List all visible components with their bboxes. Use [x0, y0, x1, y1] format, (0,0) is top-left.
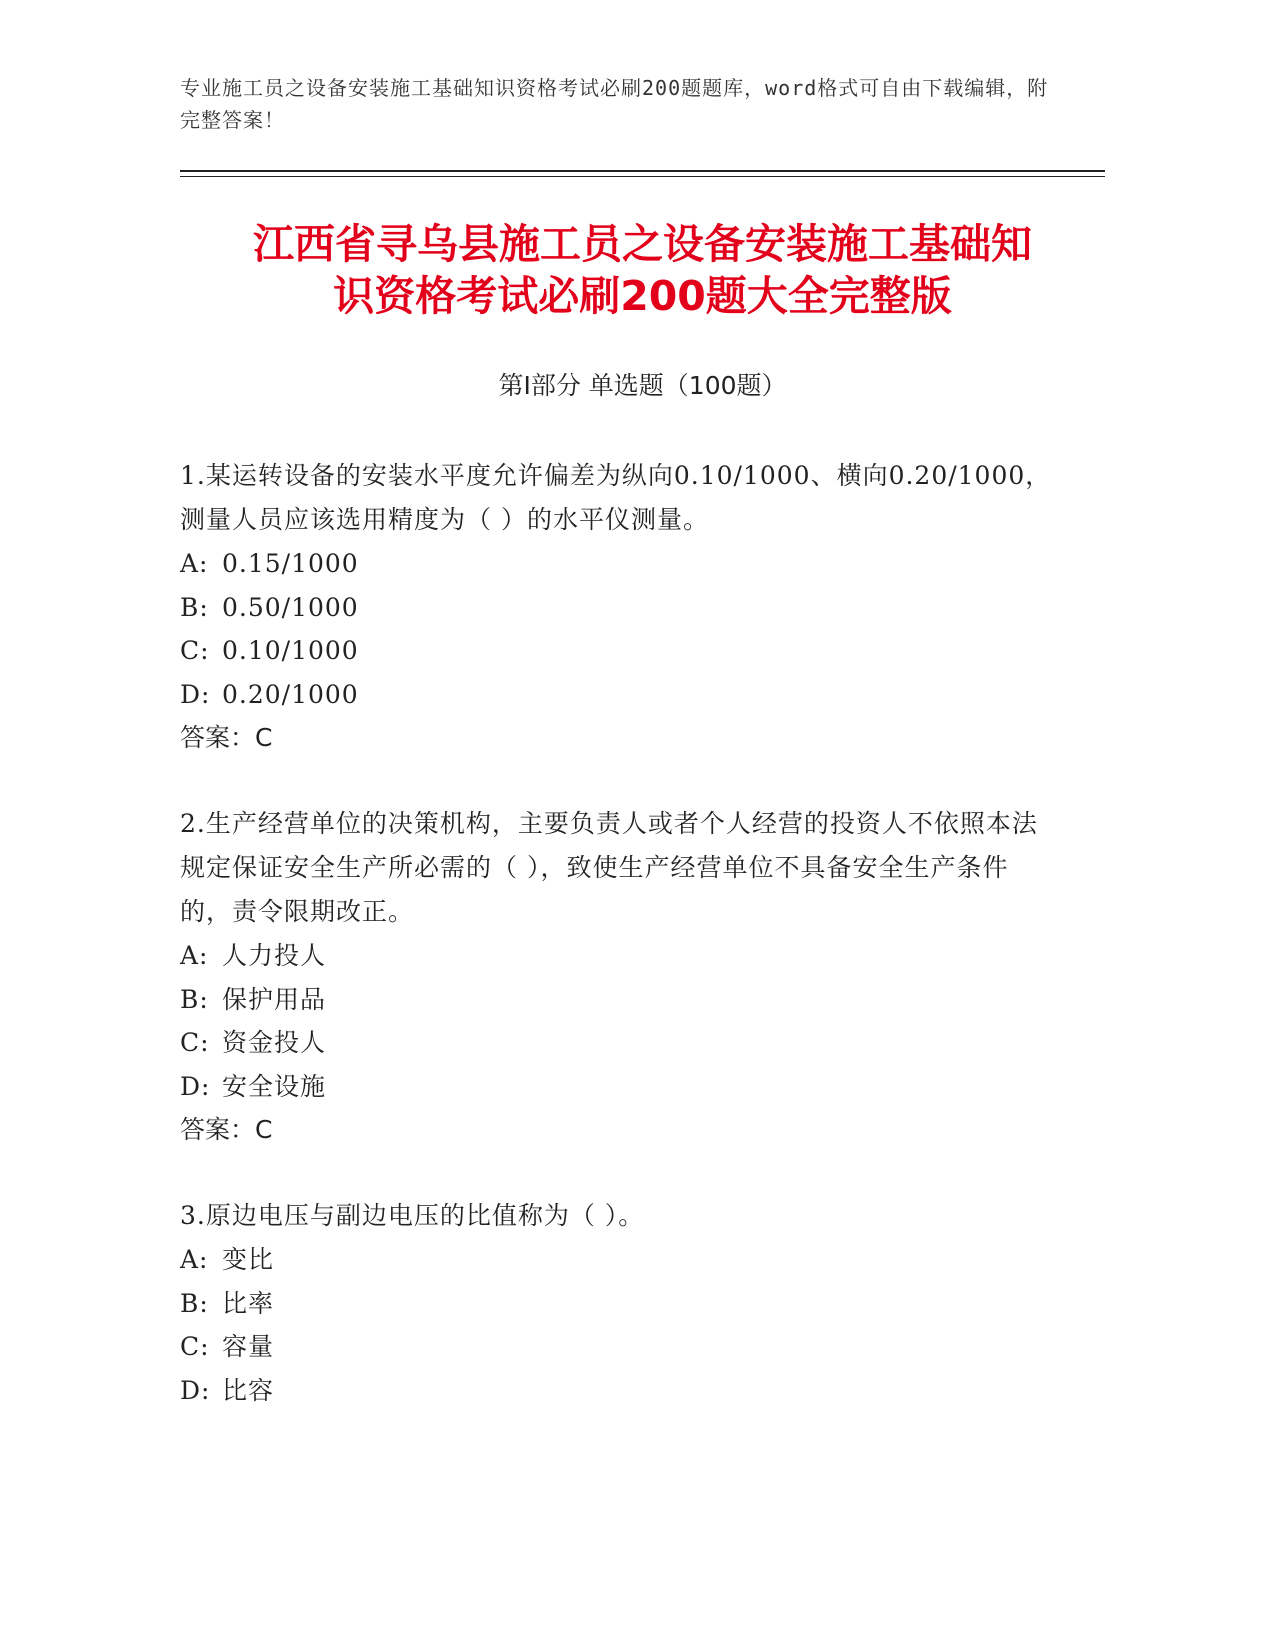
answer-line — [180, 1108, 1060, 1152]
document-title-line-1: 江西省寻乌县施工员之设备安装施工基础知 — [253, 220, 1032, 268]
document-title-line-2: 识资格考试必刷200题大全完整版 — [333, 272, 952, 320]
question-2 — [180, 802, 1060, 1152]
option-b — [180, 1282, 1060, 1326]
option-text: 比容 — [222, 1375, 275, 1405]
option-letter: C: — [180, 636, 210, 665]
question-stem: 3.原边电压与副边电压的比值称为（ ）。 — [180, 1201, 645, 1230]
answer-label: 答案： — [180, 1115, 256, 1144]
option-letter: A: — [180, 1245, 209, 1274]
answer-value: C — [255, 1115, 273, 1144]
header-rule-thick — [180, 170, 1105, 172]
option-letter: D: — [180, 1375, 211, 1405]
option-text: 资金投人 — [222, 1028, 327, 1057]
option-a — [180, 1238, 1060, 1282]
option-text: 0.20/1000 — [222, 679, 359, 709]
option-letter: A: — [180, 941, 209, 970]
option-text: 0.50/1000 — [222, 592, 359, 622]
option-letter: D: — [180, 679, 211, 709]
option-letter: B: — [180, 592, 209, 622]
option-text: 0.15/1000 — [222, 549, 359, 578]
option-letter: D: — [180, 1071, 211, 1101]
option-letter: A: — [180, 549, 209, 578]
section-title: 第Ⅰ部分 单选题（100题） — [498, 371, 787, 400]
option-b — [180, 586, 1060, 630]
option-d — [180, 673, 1060, 717]
option-text: 0.10/1000 — [222, 636, 359, 665]
option-c — [180, 1325, 1060, 1369]
option-text: 容量 — [222, 1332, 275, 1361]
option-letter: C: — [180, 1332, 210, 1361]
document-title — [180, 218, 1105, 322]
option-b — [180, 978, 1060, 1022]
option-letter: C: — [180, 1028, 210, 1057]
option-d — [180, 1369, 1060, 1413]
option-text: 比率 — [222, 1288, 275, 1318]
option-text: 安全设施 — [222, 1071, 327, 1101]
answer-line — [180, 716, 1060, 760]
answer-value: C — [255, 723, 273, 752]
header-rule-thin — [180, 176, 1105, 177]
option-c — [180, 1021, 1060, 1065]
option-text: 保护用品 — [222, 984, 327, 1014]
option-letter: B: — [180, 984, 209, 1014]
answer-label: 答案： — [180, 723, 256, 752]
option-a — [180, 542, 1060, 586]
header-note: 专业施工员之设备安装施工基础知识资格考试必刷200题题库，word格式可自由下载编辑，附完整答案！ — [180, 76, 1049, 132]
question-stem: 1.某运转设备的安装水平度允许偏差为纵向0.10/1000、横向0.20/1000，测量人员应该选用精度为（ ）的水平仪测量。 — [180, 461, 1052, 534]
option-letter: B: — [180, 1288, 209, 1318]
option-text: 人力投人 — [222, 941, 327, 970]
question-3 — [180, 1194, 1060, 1412]
option-a — [180, 934, 1060, 978]
option-c — [180, 629, 1060, 673]
option-text: 变比 — [222, 1245, 275, 1274]
question-1 — [180, 454, 1060, 760]
option-d — [180, 1065, 1060, 1109]
question-stem: 2.生产经营单位的决策机构，主要负责人或者个人经营的投资人不依照本法规定保证安全生产所必需的（ ），致使生产经营单位不具备安全生产条件的，责令限期改正。 — [180, 809, 1038, 926]
